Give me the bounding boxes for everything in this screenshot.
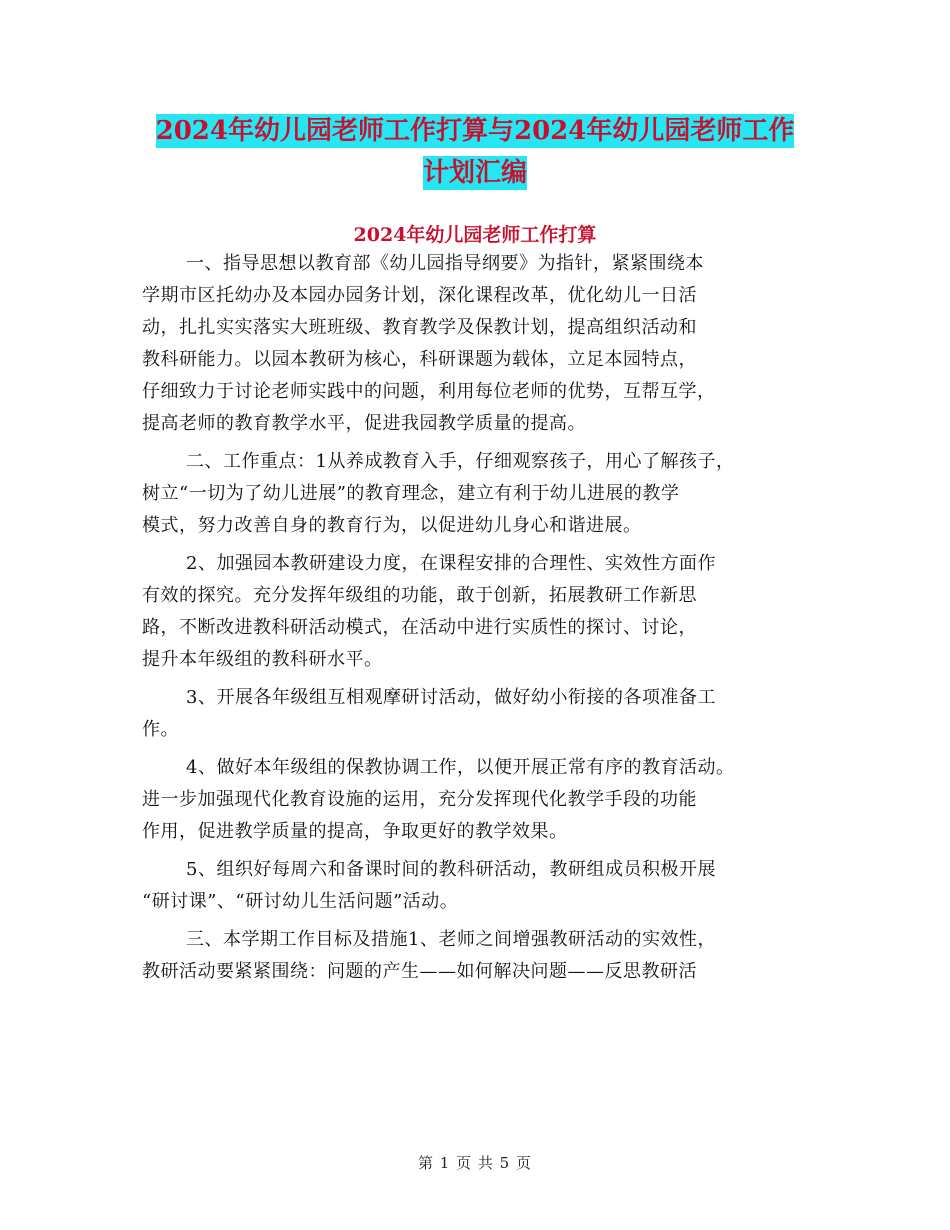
document-body bbox=[142, 248, 812, 994]
paragraph-line: 仔细致力于讨论老师实践中的问题，利用每位老师的优势，互帮互学， bbox=[142, 381, 716, 402]
section-title: 2024年幼儿园老师工作打算 bbox=[353, 224, 597, 246]
paragraph-line: 模式，努力改善自身的教育行为，以促进幼儿身心和谐进展。 bbox=[142, 515, 642, 536]
paragraph-2 bbox=[142, 446, 812, 542]
paragraph-line: 进一步加强现代化教育设施的运用，充分发挥现代化教学手段的功能 bbox=[142, 789, 697, 810]
paragraph-line: 一、指导思想以教育部《幼儿园指导纲要》为指针，紧紧围绕本 bbox=[186, 253, 704, 274]
paragraph-line: “研讨课”、“研讨幼儿生活问题”活动。 bbox=[142, 891, 459, 912]
paragraph-line: 提升本年级组的教科研水平。 bbox=[142, 649, 383, 670]
paragraph-5 bbox=[142, 752, 812, 848]
paragraph-line: 2、加强园本教研建设力度，在课程安排的合理性、实效性方面作 bbox=[186, 553, 716, 574]
paragraph-line: 3、开展各年级组互相观摩研讨活动，做好幼小衔接的各项准备工 bbox=[186, 687, 716, 708]
document-title-line-1: 2024年幼儿园老师工作打算与2024年幼儿园老师工作 bbox=[155, 116, 795, 146]
document-title-line-2: 计划汇编 bbox=[422, 158, 527, 188]
paragraph-line: 路，不断改进教科研活动模式，在活动中进行实质性的探讨、讨论， bbox=[142, 617, 697, 638]
paragraph-line: 学期市区托幼办及本园办园务计划，深化课程改革，优化幼儿一日活 bbox=[142, 285, 697, 306]
paragraph-line: 二、工作重点：1从养成教育入手，仔细观察孩子，用心了解孩子， bbox=[186, 451, 735, 472]
paragraph-line: 教科研能力。以园本教研为核心，科研课题为载体，立足本园特点， bbox=[142, 349, 697, 370]
page-footer: 第 1 页 共 5 页 bbox=[418, 1154, 532, 1172]
paragraph-line: 作用，促进教学质量的提高，争取更好的教学效果。 bbox=[142, 821, 568, 842]
paragraph-line: 作。 bbox=[142, 719, 179, 740]
paragraph-line: 教研活动要紧紧围绕：问题的产生——如何解决问题——反思教研活 bbox=[142, 961, 697, 982]
paragraph-line: 动，扎扎实实落实大班班级、教育教学及保教计划，提高组织活动和 bbox=[142, 317, 697, 338]
paragraph-4 bbox=[142, 682, 812, 746]
paragraph-line: 树立“一切为了幼儿进展”的教育理念，建立有利于幼儿进展的教学 bbox=[142, 483, 680, 504]
paragraph-line: 4、做好本年级组的保教协调工作，以便开展正常有序的教育活动。 bbox=[186, 757, 735, 778]
paragraph-3 bbox=[142, 548, 812, 676]
paragraph-line: 三、本学期工作目标及措施1、老师之间增强教研活动的实效性， bbox=[186, 929, 716, 950]
paragraph-6 bbox=[142, 854, 812, 918]
paragraph-line: 提高老师的教育教学水平，促进我园教学质量的提高。 bbox=[142, 413, 586, 434]
paragraph-line: 有效的探究。充分发挥年级组的功能，敢于创新，拓展教研工作新思 bbox=[142, 585, 697, 606]
paragraph-line: 5、组织好每周六和备课时间的教科研活动，教研组成员积极开展 bbox=[186, 859, 716, 880]
paragraph-7 bbox=[142, 924, 812, 988]
paragraph-1 bbox=[142, 248, 812, 440]
